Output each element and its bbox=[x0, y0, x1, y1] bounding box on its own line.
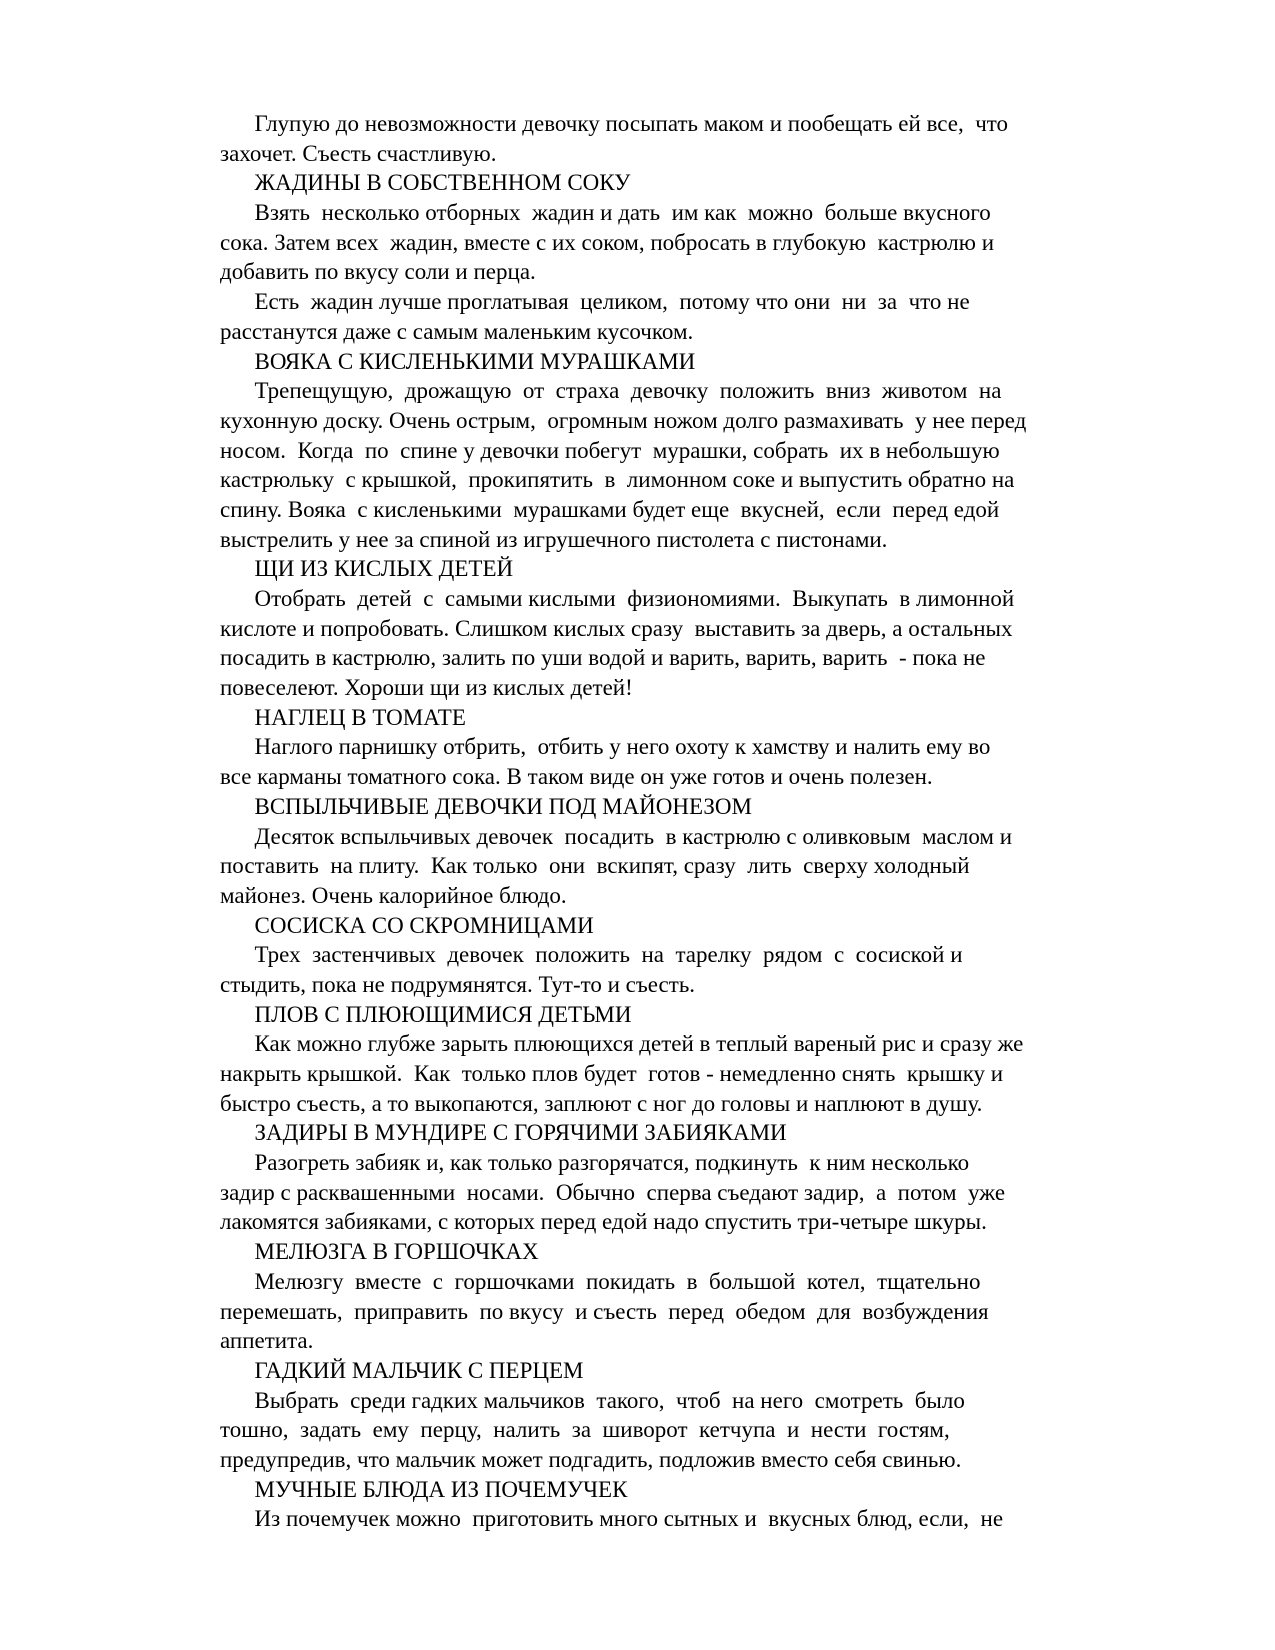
text-line: выстрелить у нее за спиной из игрушечного пистолета с пистонами. bbox=[220, 526, 888, 552]
text-line: кастрюльку с крышкой, прокипятить в лимонном соке и выпустить обратно на bbox=[220, 467, 1015, 493]
text-line: предупредив, что мальчик может подгадить, подложив вместо себя свинью. bbox=[220, 1446, 962, 1472]
text-line: Как можно глубже зарыть плюющихся детей в теплый вареный рис и сразу же bbox=[220, 1031, 1024, 1057]
text-line: аппетита. bbox=[220, 1328, 314, 1354]
text-line: накрыть крышкой. Как только плов будет готов - немедленно снять крышку и bbox=[220, 1061, 1004, 1086]
text-line: СОСИСКА СО СКРОМНИЦАМИ bbox=[220, 912, 594, 938]
text-line: сока. Затем всех жадин, вместе с их соком, побросать в глубокую кастрюлю и bbox=[220, 229, 995, 255]
text-line: расстанутся даже с самым маленьким кусочком. bbox=[220, 318, 694, 344]
text-line: кислоте и попробовать. Слишком кислых сразу выставить за дверь, а остальных bbox=[220, 615, 1013, 641]
text-line: Выбрать среди гадких мальчиков такого, чтоб на него смотреть было bbox=[220, 1387, 965, 1413]
text-line: Глупую до невозможности девочку посыпать маком и пообещать ей все, что bbox=[220, 111, 1009, 136]
text-line: поставить на плиту. Как только они вскипят, сразу лить сверху холодный bbox=[220, 853, 970, 879]
text-line: быстро съесть, а то выкопаются, заплюют с ног до головы и наплюют в душу. bbox=[220, 1090, 983, 1116]
text-line: Трех застенчивых девочек положить на тарелку рядом с сосиской и bbox=[220, 942, 963, 968]
text-line: ВОЯКА С КИСЛЕНЬКИМИ МУРАШКАМИ bbox=[220, 348, 696, 374]
text-line: майонез. Очень калорийное блюдо. bbox=[220, 882, 567, 908]
text-line: Взять несколько отборных жадин и дать им как можно больше вкусного bbox=[220, 200, 991, 226]
text-line: МУЧНЫЕ БЛЮДА ИЗ ПОЧЕМУЧЕК bbox=[220, 1476, 628, 1502]
text-line: ЩИ ИЗ КИСЛЫХ ДЕТЕЙ bbox=[220, 556, 514, 582]
text-line: Из почемучек можно приготовить много сытных и вкусных блюд, если, не bbox=[220, 1506, 1004, 1532]
text-line: добавить по вкусу соли и перца. bbox=[220, 259, 536, 285]
text-line: спину. Вояка с кисленькими мурашками будет еще вкусней, если перед едой bbox=[220, 496, 1000, 522]
text-line: тошно, задать ему перцу, налить за шиворот кетчупа и нести гостям, bbox=[220, 1417, 950, 1443]
text-line: ЗАДИРЫ В МУНДИРЕ С ГОРЯЧИМИ ЗАБИЯКАМИ bbox=[220, 1120, 787, 1146]
text-line: все карманы томатного сока. В таком виде он уже готов и очень полезен. bbox=[220, 764, 933, 790]
text-line: Есть жадин лучше проглатывая целиком, потому что они ни за что не bbox=[220, 289, 970, 315]
text-line: Десяток вспыльчивых девочек посадить в кастрюлю с оливковым маслом и bbox=[220, 823, 1013, 849]
text-line: повеселеют. Хороши щи из кислых детей! bbox=[220, 675, 633, 701]
text-line: захочет. Съесть счастливую. bbox=[220, 140, 497, 166]
text-line: ГАДКИЙ МАЛЬЧИК С ПЕРЦЕМ bbox=[220, 1357, 584, 1383]
text-line: ВСПЫЛЬЧИВЫЕ ДЕВОЧКИ ПОД МАЙОНЕЗОМ bbox=[220, 793, 752, 819]
text-line: Наглого парнишку отбрить, отбить у него охоту к хамству и налить ему во bbox=[220, 734, 991, 760]
text-line: ЖАДИНЫ В СОБСТВЕННОМ СОКУ bbox=[220, 170, 631, 196]
text-line: носом. Когда по спине у девочки побегут мурашки, собрать их в небольшую bbox=[220, 437, 1000, 463]
text-line: Разогреть забияк и, как только разгорячатся, подкинуть к ним несколько bbox=[220, 1150, 970, 1176]
text-line: Отобрать детей с самыми кислыми физиономиями. Выкупать в лимонной bbox=[220, 586, 1015, 611]
text-block bbox=[220, 109, 1080, 1534]
text-line: ПЛОВ С ПЛЮЮЩИМИСЯ ДЕТЬМИ bbox=[220, 1001, 632, 1027]
text-line: перемешать, приправить по вкусу и съесть перед обедом для возбуждения bbox=[220, 1298, 989, 1324]
text-line: МЕЛЮЗГА В ГОРШОЧКАХ bbox=[220, 1239, 539, 1265]
text-line: лакомятся забияками, с которых перед едой надо спустить три-четыре шкуры. bbox=[220, 1209, 987, 1235]
text-line: кухонную доску. Очень острым, огромным ножом долго размахивать у нее перед bbox=[220, 407, 1027, 433]
text-line: задир с расквашенными носами. Обычно сперва съедают задир, а потом уже bbox=[220, 1179, 1006, 1205]
text-line: посадить в кастрюлю, залить по уши водой и варить, варить, варить - пока не bbox=[220, 645, 986, 671]
text-line: стыдить, пока не подрумянятся. Тут-то и съесть. bbox=[220, 971, 696, 997]
text-line: НАГЛЕЦ В ТОМАТЕ bbox=[220, 704, 466, 730]
text-line: Мелюзгу вместе с горшочками покидать в большой котел, тщательно bbox=[220, 1268, 981, 1294]
text-line: Трепещущую, дрожащую от страха девочку положить вниз животом на bbox=[220, 378, 1002, 404]
